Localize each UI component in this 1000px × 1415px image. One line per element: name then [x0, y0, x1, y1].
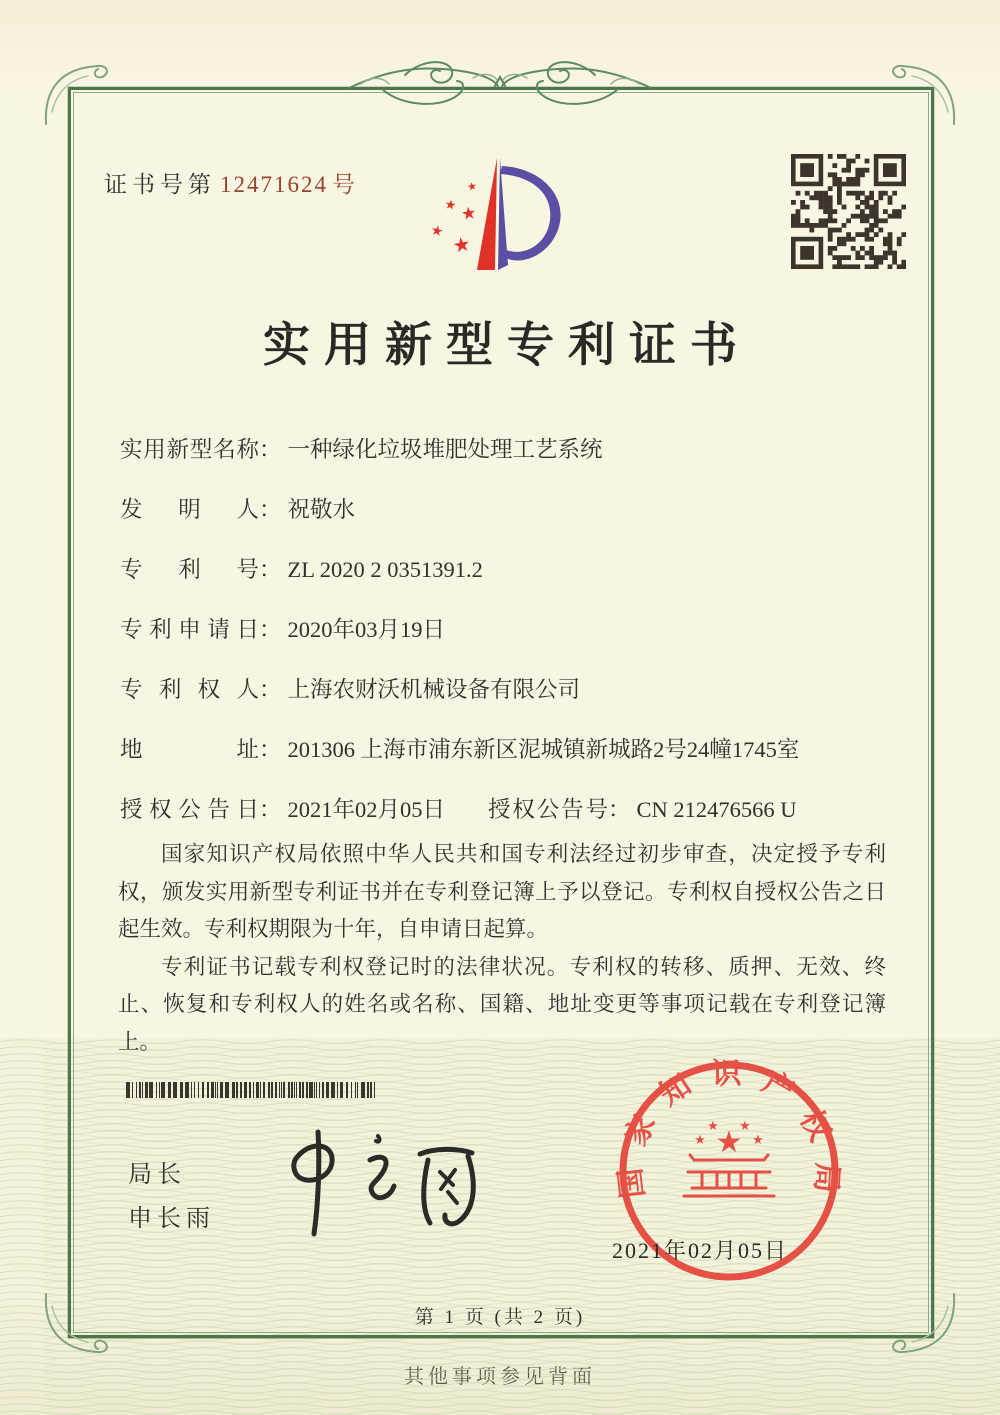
svg-text:★: ★ — [459, 203, 478, 224]
field-row-patentee — [120, 672, 920, 704]
field-colon: ： — [608, 797, 631, 822]
field-colon: ： — [259, 737, 282, 762]
svg-text:★: ★ — [707, 1118, 719, 1133]
svg-text:★: ★ — [739, 1118, 751, 1133]
svg-text:★: ★ — [694, 1132, 706, 1147]
legal-paragraph: 国家知识产权局依照中华人民共和国专利法经过初步审查，决定授予专利权，颁发实用新型专利证书并在专利登记簿上予以登记。专利权自授权公告之日起生效。专利权期限为十年，自申请日起算。 — [118, 842, 886, 941]
field-label: 授权公告号 — [488, 797, 608, 822]
field-label: 地址 — [120, 737, 259, 762]
legal-paragraph: 专利证书记载专利权登记时的法律状况。专利权的转移、质押、无效、终止、恢复和专利权人的姓名或名称、国籍、地址变更等事项记载在专利登记簿上。 — [118, 954, 886, 1054]
field-colon: ： — [259, 617, 282, 642]
field-row-inventor — [120, 492, 920, 524]
field-row-name — [120, 432, 920, 464]
page-title: 实用新型专利证书 — [263, 320, 751, 372]
commissioner-title: 局长 — [128, 1162, 186, 1188]
svg-text:★: ★ — [429, 223, 445, 241]
field-label: 实用新型名称 — [120, 437, 259, 462]
barcode — [125, 1081, 380, 1099]
field-label: 专利申请日 — [120, 617, 259, 642]
field-value: 上海农财沃机械设备有限公司 — [287, 677, 581, 702]
seal-national-emblem — [694, 1118, 764, 1159]
field-row-address — [120, 732, 920, 764]
commissioner-name: 申长雨 — [128, 1206, 215, 1232]
field-value: 201306 上海市浦东新区泥城镇新城路2号24幢1745室 — [287, 737, 800, 762]
seal-ring-text: 国家知识产权局 — [614, 1057, 844, 1200]
commissioner-signature-icon — [282, 1126, 492, 1238]
field-label: 专利权人 — [120, 677, 259, 702]
field-value: 祝敬水 — [287, 497, 356, 522]
field-colon: ： — [259, 497, 282, 522]
seal-date: 2021年02月05日 — [612, 1238, 789, 1263]
field-label: 专利号 — [120, 557, 259, 582]
corner-flourish-icon — [888, 60, 958, 130]
svg-text:★: ★ — [466, 180, 479, 194]
cnipa-logo-icon — [422, 150, 574, 278]
certificate-number-value: 12471624 — [220, 172, 328, 197]
legal-text — [118, 836, 886, 1061]
qr-code — [791, 154, 906, 269]
certificate-number-suffix: 号 — [332, 172, 360, 197]
field-value: 一种绿化垃圾堆肥处理工艺系统 — [287, 437, 603, 462]
field-colon: ： — [259, 797, 282, 822]
field-row-patent-number — [120, 552, 920, 584]
top-scroll-ornament-icon — [345, 52, 655, 116]
field-value: CN 212476566 U — [636, 797, 797, 822]
corner-flourish-icon — [42, 60, 112, 130]
svg-text:★: ★ — [715, 1126, 743, 1159]
certificate-number-prefix: 证书号第 — [104, 172, 216, 197]
field-row-filing-date — [120, 612, 920, 644]
page-indicator: 第 1 页 (共 2 页) — [414, 1307, 586, 1328]
field-label: 授权公告日 — [120, 797, 259, 822]
field-label: 发明人 — [120, 497, 259, 522]
field-row-grant-number — [488, 792, 797, 824]
field-colon: ： — [259, 437, 282, 462]
field-colon: ： — [259, 557, 282, 582]
certificate-number — [104, 166, 360, 199]
field-colon: ： — [259, 677, 282, 702]
svg-text:★: ★ — [443, 196, 458, 213]
svg-text:★: ★ — [451, 233, 473, 258]
svg-text:★: ★ — [752, 1132, 764, 1147]
field-value: ZL 2020 2 0351391.2 — [287, 557, 483, 582]
field-value: 2021年02月05日 — [287, 797, 446, 822]
field-row-grant-date — [120, 792, 920, 824]
field-value: 2020年03月19日 — [287, 617, 446, 642]
